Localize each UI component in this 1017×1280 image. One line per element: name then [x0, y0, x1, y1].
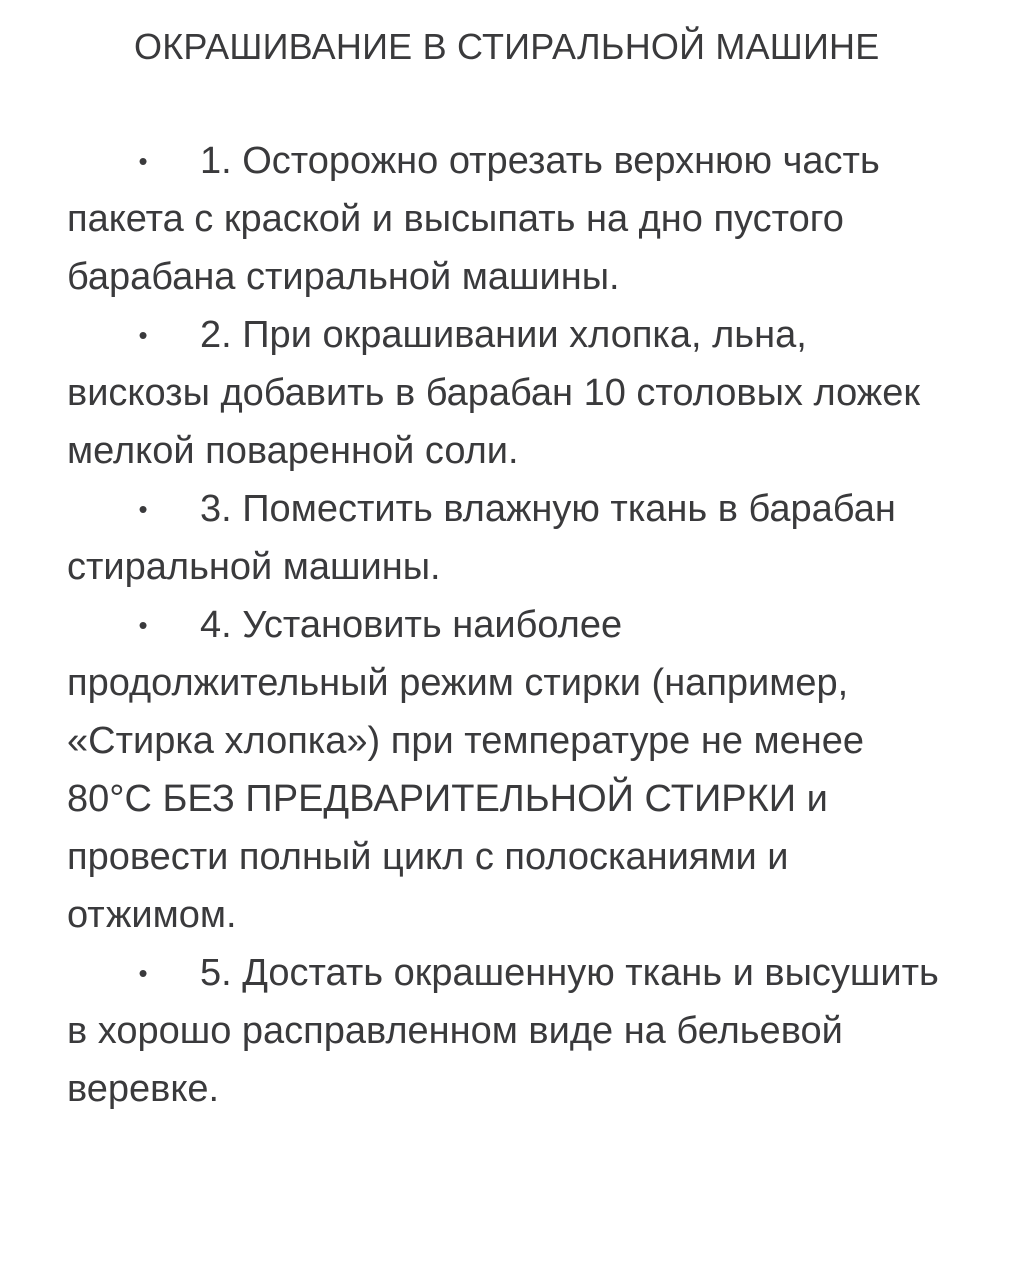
page-title: ОКРАШИВАНИЕ В СТИРАЛЬНОЙ МАШИНЕ: [134, 26, 880, 67]
step-text: 2. При окрашивании хлопка, льна, вискозы добавить в барабан 10 столовых ложек мелкой поваренной соли.: [67, 314, 920, 472]
list-item-step-3: [67, 480, 952, 596]
step-text: 1. Осторожно отрезать верхнюю часть пакета с краской и высыпать на дно пустого барабана стиральной машины.: [67, 140, 880, 298]
step-text: 3. Поместить влажную ткань в барабан стиральной машины.: [67, 488, 896, 588]
list-item-step-4: [67, 596, 952, 944]
bullet-icon: •: [138, 494, 148, 524]
list-item-step-1: [67, 132, 952, 306]
step-text: 4. Установить наиболее продолжительный режим стирки (например, «Стирка хлопка») при температуре не менее 80°С БЕЗ ПРЕДВАРИТЕЛЬНОЙ СТИРКИ и провести полный цикл с полосканиями и отжимом.: [67, 604, 865, 936]
list-item-step-5: [67, 944, 952, 1118]
steps-list: [67, 132, 952, 1118]
step-text: 5. Достать окрашенную ткань и высушить в хорошо расправленном виде на бельевой веревке.: [67, 952, 939, 1110]
bullet-icon: •: [138, 320, 148, 350]
bullet-icon: •: [138, 958, 148, 988]
bullet-icon: •: [138, 146, 148, 176]
bullet-icon: •: [138, 610, 148, 640]
list-item-step-2: [67, 306, 952, 480]
